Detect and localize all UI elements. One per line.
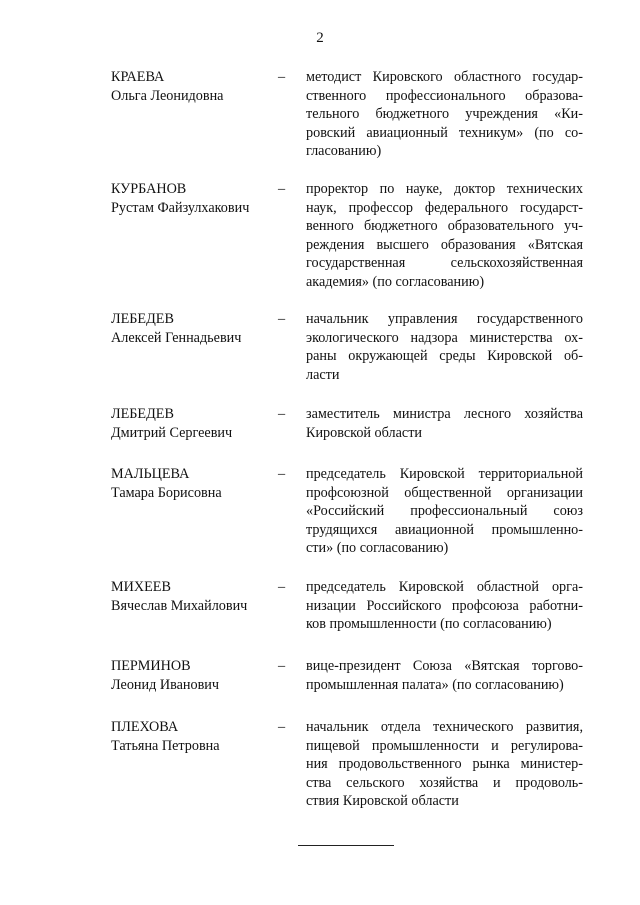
position-line: пищевой промышленности и регулирова- bbox=[306, 737, 583, 754]
member-given-names: Леонид Иванович bbox=[111, 676, 220, 693]
member-surname: МИХЕЕВ bbox=[111, 579, 171, 595]
member-name bbox=[111, 68, 281, 105]
dash-separator: – bbox=[278, 181, 286, 197]
member-name bbox=[111, 578, 281, 615]
member-given-names: Дмитрий Сергеевич bbox=[111, 424, 233, 441]
member-given-names: Ольга Леонидовна bbox=[111, 87, 224, 104]
member-name bbox=[111, 405, 281, 442]
position-line: тельного бюджетного учреждения «Ки- bbox=[306, 106, 583, 123]
dash-separator: – bbox=[278, 579, 286, 595]
dash-separator: – bbox=[278, 719, 286, 735]
position-line: гласованию) bbox=[306, 143, 382, 160]
position-line: заместитель министра лесного хозяйства bbox=[306, 406, 583, 422]
position-line: начальник управления государственного bbox=[306, 311, 583, 327]
member-position bbox=[306, 68, 583, 161]
member-given-names: Тамара Борисовна bbox=[111, 484, 222, 501]
member-given-names: Рустам Файзулхакович bbox=[111, 199, 250, 216]
position-line: проректор по науке, доктор технических bbox=[306, 181, 583, 197]
position-line: наук, профессор федерального государст- bbox=[306, 199, 583, 216]
member-surname: ЛЕБЕДЕВ bbox=[111, 311, 174, 327]
member-surname: КУРБАНОВ bbox=[111, 181, 187, 197]
position-line: низации Российского профсоюза работни- bbox=[306, 597, 583, 614]
member-position bbox=[306, 578, 583, 634]
position-line: ства сельского хозяйства и продоволь- bbox=[306, 774, 583, 791]
position-line: реждения высшего образования «Вятская bbox=[306, 236, 583, 253]
position-line: сти» (по согласованию) bbox=[306, 540, 449, 557]
dash-separator: – bbox=[278, 466, 286, 482]
position-line: ласти bbox=[306, 366, 340, 383]
member-surname: МАЛЬЦЕВА bbox=[111, 466, 190, 482]
member-name bbox=[111, 657, 281, 694]
member-given-names: Алексей Геннадьевич bbox=[111, 329, 242, 346]
position-line: венного бюджетного образовательного уч- bbox=[306, 218, 583, 235]
position-line: Кировской области bbox=[306, 424, 422, 441]
position-line: академия» (по согласованию) bbox=[306, 273, 485, 290]
member-given-names: Татьяна Петровна bbox=[111, 737, 220, 754]
member-name bbox=[111, 465, 281, 502]
member-surname: ПЕРМИНОВ bbox=[111, 658, 191, 674]
position-line: государственная сельскохозяйственная bbox=[306, 255, 583, 272]
member-surname: ЛЕБЕДЕВ bbox=[111, 406, 174, 422]
member-name bbox=[111, 310, 281, 347]
dash-separator: – bbox=[278, 658, 286, 674]
position-line: ствия Кировской области bbox=[306, 793, 459, 810]
position-line: председатель Кировской территориальной bbox=[306, 466, 583, 482]
document-end-line bbox=[298, 845, 394, 846]
position-line: начальник отдела технического развития, bbox=[306, 719, 583, 735]
member-position bbox=[306, 310, 583, 384]
member-name bbox=[111, 180, 281, 217]
position-line: раны окружающей среды Кировской об- bbox=[306, 348, 583, 365]
position-line: экологического надзора министерства ох- bbox=[306, 329, 583, 346]
member-position bbox=[306, 180, 583, 292]
dash-separator: – bbox=[278, 311, 286, 327]
position-line: методист Кировского областного государ- bbox=[306, 69, 583, 85]
position-line: ния продовольственного рынка министер- bbox=[306, 756, 583, 773]
position-line: вице-президент Союза «Вятская торгово- bbox=[306, 658, 583, 674]
position-line: трудящихся авиационной промышленно- bbox=[306, 521, 583, 538]
position-line: председатель Кировской областной орга- bbox=[306, 579, 583, 595]
position-line: ровский авиационный техникум» (по со- bbox=[306, 124, 583, 141]
member-position bbox=[306, 405, 583, 442]
position-line: ков промышленности (по согласованию) bbox=[306, 616, 552, 633]
member-given-names: Вячеслав Михайлович bbox=[111, 597, 248, 614]
position-line: ственного профессионального образова- bbox=[306, 87, 583, 104]
member-position bbox=[306, 657, 583, 694]
page-number: 2 bbox=[316, 30, 324, 46]
member-position bbox=[306, 718, 583, 811]
position-line: профсоюзной общественной организации bbox=[306, 484, 583, 501]
member-surname: КРАЕВА bbox=[111, 69, 165, 85]
member-position bbox=[306, 465, 583, 558]
dash-separator: – bbox=[278, 406, 286, 422]
dash-separator: – bbox=[278, 69, 286, 85]
member-surname: ПЛЕХОВА bbox=[111, 719, 179, 735]
position-line: промышленная палата» (по согласованию) bbox=[306, 676, 564, 693]
member-name bbox=[111, 718, 281, 755]
position-line: «Российский профессиональный союз bbox=[306, 503, 583, 520]
